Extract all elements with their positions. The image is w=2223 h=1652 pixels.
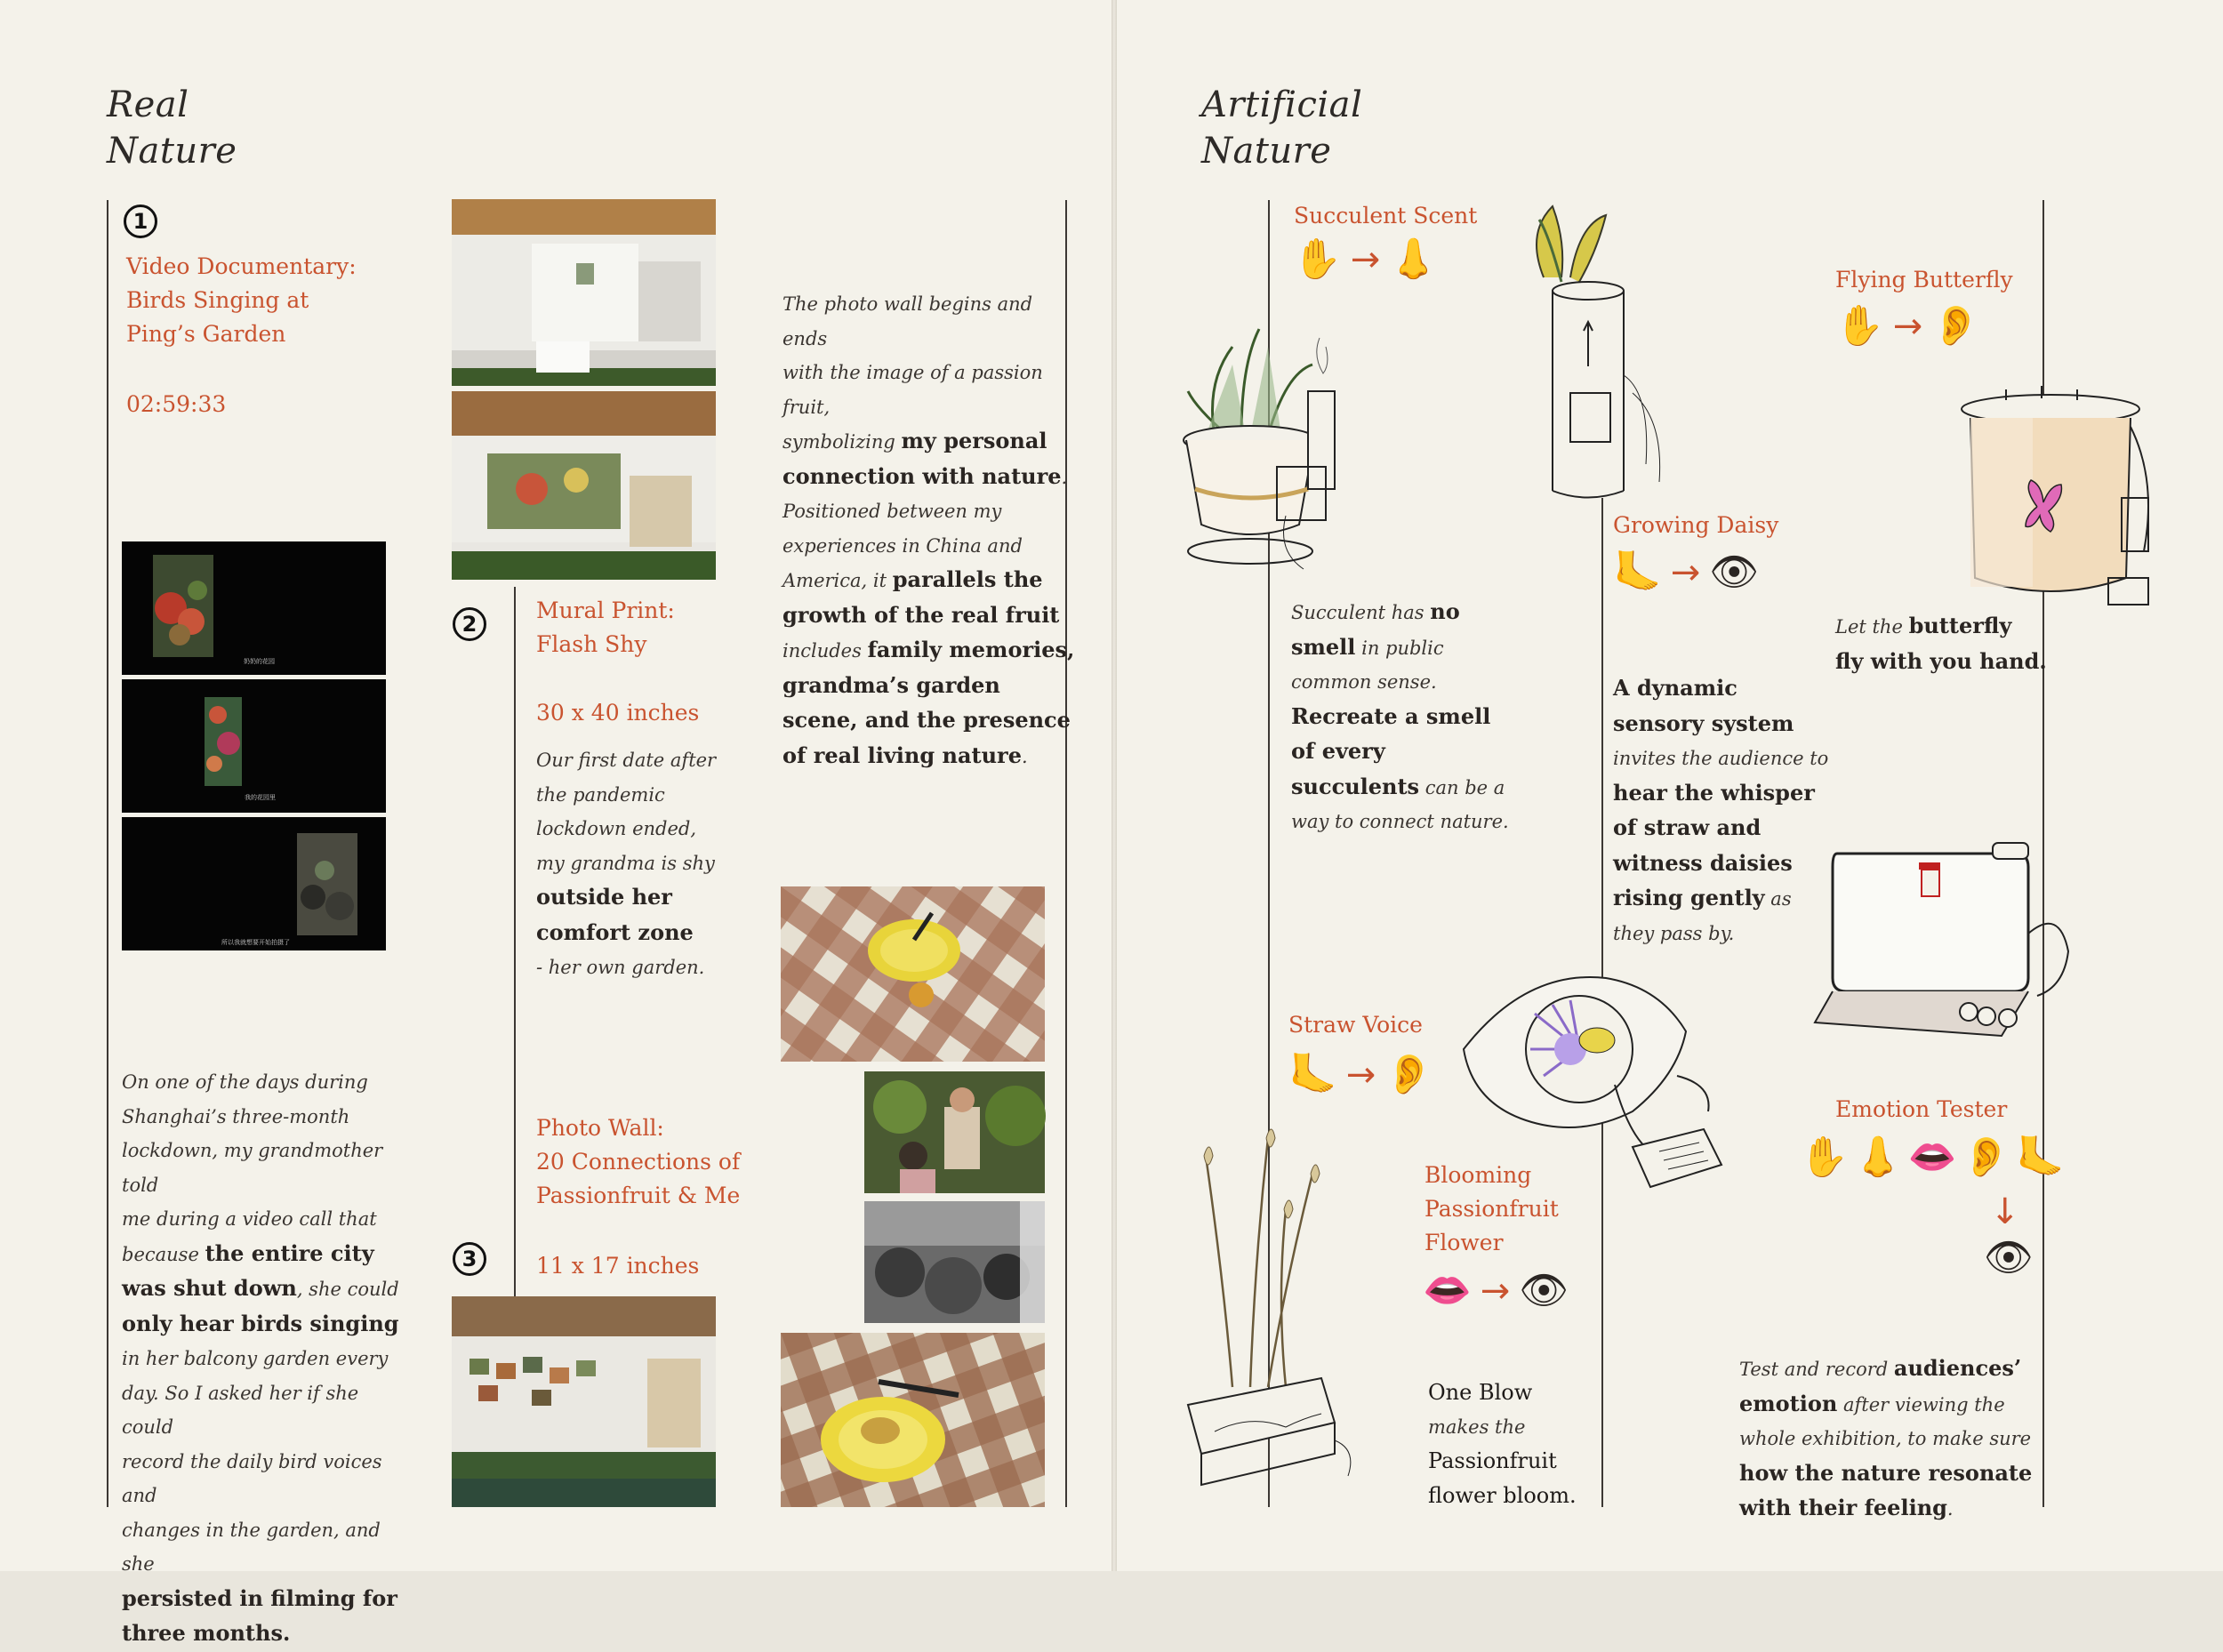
- arrow-right-icon: →: [1480, 1271, 1511, 1311]
- arrow-right-icon: →: [1892, 306, 1923, 347]
- photo-wall-size: 11 x 17 inches: [536, 1253, 700, 1279]
- flying-butterfly-icons: [1835, 303, 1981, 349]
- ear-icon: 👂: [1384, 1052, 1434, 1097]
- succulent-device-sketch: [1179, 311, 1366, 578]
- nose-icon: 👃: [1853, 1135, 1903, 1180]
- section-number-1: 1: [124, 204, 157, 238]
- arrow-right-icon: →: [1345, 1055, 1376, 1095]
- foot-icon: 🦶: [2016, 1135, 2065, 1180]
- nose-icon: 👃: [1389, 237, 1439, 282]
- video-frames: [122, 541, 386, 950]
- butterfly-jar-sketch: [1953, 373, 2166, 631]
- video-frame-1: 奶奶的花园: [122, 541, 386, 675]
- arrow-right-icon: →: [1350, 239, 1381, 280]
- artificial-nature-title: Artificial Nature: [1201, 84, 1363, 172]
- flying-butterfly-text: Let the butterfly fly with you hand.: [1835, 613, 2047, 674]
- mural-print-size: 30 x 40 inches: [536, 700, 700, 726]
- black-white-garden-photo: [864, 1201, 1045, 1323]
- growing-daisy-title: Growing Daisy: [1613, 512, 1779, 538]
- video-frame-2: 我的花园里: [122, 679, 386, 813]
- eye-icon: 👁: [1984, 1235, 2034, 1280]
- gallery-photo-2: [452, 391, 716, 580]
- right-page: [1117, 0, 2223, 1571]
- photo-wall-heading: Photo Wall: 20 Connections of Passionfruit & Me: [536, 1115, 741, 1208]
- hand-icon: ✋: [1800, 1135, 1849, 1180]
- emotion-tester-text: Test and record audiences’ emotion after viewing the whole exhibition, to make sure how the nature resonate with their feeling.: [1739, 1355, 2033, 1520]
- blooming-flower-text: One Blow makes the Passionfruit flower bloom.: [1428, 1380, 1577, 1508]
- straw-voice-title: Straw Voice: [1288, 1012, 1423, 1038]
- foot-icon: 🦶: [1613, 549, 1662, 595]
- real-nature-title: Real Nature: [107, 84, 237, 172]
- growing-daisy-text: A dynamic sensory system invites the audience to hear the whisper of straw and witness daisies rising gently as they pass by.: [1613, 675, 1829, 944]
- section-number-3: 3: [453, 1242, 486, 1276]
- ear-icon: 👂: [1931, 303, 1981, 349]
- succulent-scent-title: Succulent Scent: [1294, 203, 1478, 229]
- video-story-text: On one of the days during Shanghai’s three-month lockdown, my grandmother told me during a video call that because the entire city was shut down, she could only hear birds singing in her balcony garden every day. So I asked her if she could record the daily bird voices and changes in the garden, and she persisted in filming for three months.: [122, 1071, 399, 1646]
- eye-icon: 👁: [1519, 1268, 1569, 1313]
- mural-print-heading: Mural Print: Flash Shy: [536, 597, 675, 657]
- mural-print-description: Our first date after the pandemic lockdown ended, my grandma is shy outside her comfort zone - her own garden.: [536, 750, 717, 978]
- section-number-2: 2: [453, 607, 486, 641]
- video-documentary-heading: Video Documentary: Birds Singing at Ping’s Garden: [126, 253, 357, 347]
- straw-box-sketch: [1179, 1103, 1366, 1503]
- video-duration: 02:59:33: [126, 391, 227, 417]
- emotion-tester-title: Emotion Tester: [1835, 1096, 2008, 1122]
- left-page: [0, 0, 1112, 1646]
- passionfruit-table-photo-2: [781, 1333, 1045, 1507]
- flying-butterfly-title: Flying Butterfly: [1835, 267, 2013, 293]
- straw-voice-icons: [1288, 1052, 1434, 1097]
- passionfruit-table-photo-1: [781, 886, 1045, 1062]
- timeline-line-1: [107, 200, 108, 1507]
- blooming-flower-title: Blooming Passionfruit Flower: [1424, 1162, 1559, 1255]
- blooming-flower-icons: [1423, 1268, 1569, 1313]
- ear-icon: 👂: [1962, 1135, 2011, 1180]
- emotion-tablet-sketch: [1810, 836, 2077, 1076]
- succulent-scent-icons: [1293, 237, 1439, 282]
- video-frame-3: 所以我就想要开始拍摄了: [122, 817, 386, 950]
- lips-icon: 👄: [1423, 1268, 1472, 1313]
- succulent-scent-text: Succulent has no smell in public common sense. Recreate a smell of every succulents can be a way to connect nature.: [1291, 598, 1509, 832]
- foot-icon: 🦶: [1288, 1052, 1337, 1097]
- hand-icon: ✋: [1293, 237, 1342, 282]
- arrow-down-icon: ↓: [1990, 1191, 2020, 1232]
- gallery-photo-3: [452, 1296, 716, 1507]
- family-garden-photo: [864, 1071, 1045, 1193]
- lips-icon: 👄: [1907, 1135, 1957, 1180]
- emotion-tester-icons: [1800, 1135, 2065, 1180]
- hand-icon: ✋: [1835, 303, 1884, 349]
- gallery-photo-1: [452, 199, 716, 386]
- daisy-tube-sketch: [1499, 197, 1677, 509]
- growing-daisy-icons: [1613, 549, 1760, 595]
- eye-icon: 👁: [1709, 549, 1760, 595]
- photo-wall-description: The photo wall begins and ends with the image of a passion fruit, symbolizing my personal connection with nature. Positioned between my experiences in China and America, it parallels the growth of the real fruit includes family memories, grandma’s garden scene, and the presence of real living nature.: [782, 293, 1075, 768]
- arrow-right-icon: →: [1670, 552, 1701, 593]
